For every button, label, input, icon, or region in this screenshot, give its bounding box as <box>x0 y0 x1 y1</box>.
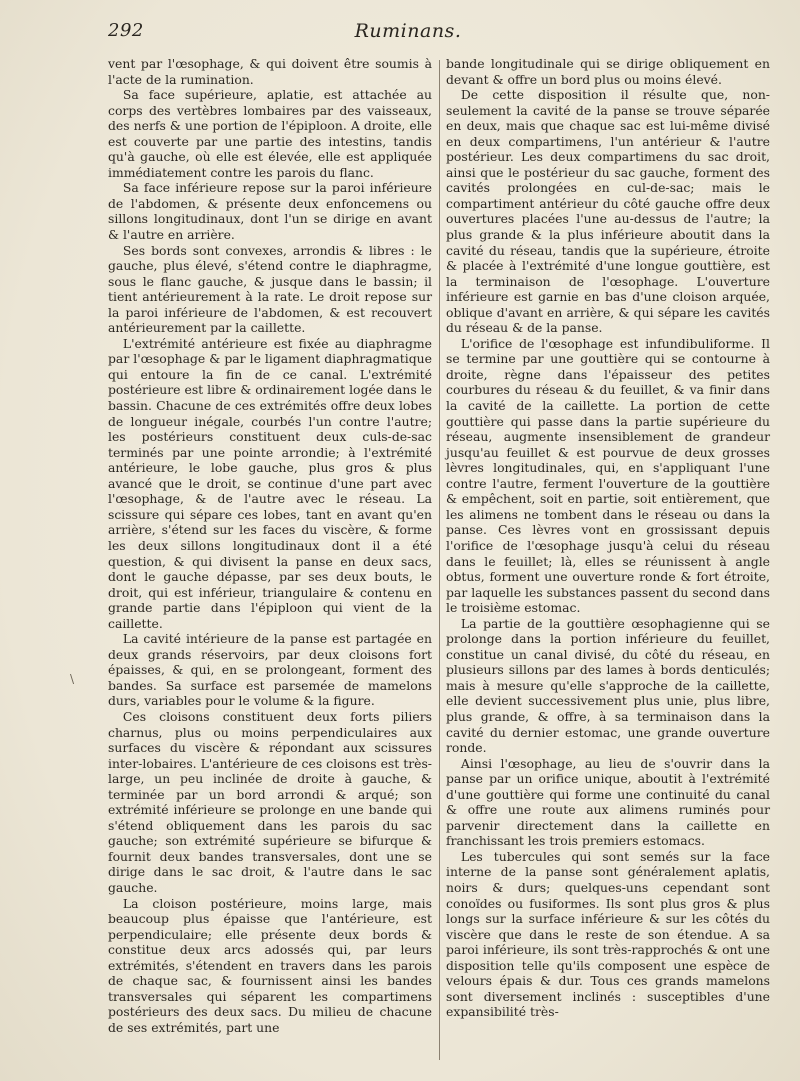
paragraph: bande longitudinale qui se dirige obliquement en devant & offre un bord plus ou moins élevé. <box>446 56 770 87</box>
paragraph: Ces cloisons constituent deux forts piliers charnus, plus ou moins perpendiculaires aux surfaces du viscère & répondant aux scissures inter-lobaires. L'antérieure de ces cloisons est très-large, un peu inclinée de droite à gauche, & terminée par un bord arrondi & arqué; son extrémité inférieure se prolonge en une bande qui s'étend obliquement dans les parois du sac gauche; son extrémité supérieure se bifurque & fournit deux bandes transversales, dont une se dirige dans le sac droit, & l'autre dans le sac gauche. <box>108 708 432 895</box>
page-header <box>108 20 708 48</box>
running-title: Ruminans. <box>354 20 462 42</box>
paragraph: vent par l'œsophage, & qui doivent être soumis à l'acte de la rumination. <box>108 56 432 87</box>
column-divider <box>439 60 440 1060</box>
paragraph: Sa face supérieure, aplatie, est attachée au corps des vertèbres lombaires par des vaisseaux, des nerfs & une portion de l'épiploon. A droite, elle est couverte par une partie des intestins, tandis qu'à gauche, où elle est élevée, elle est appliquée immédiatement contre les parois du flanc. <box>108 87 432 180</box>
left-column <box>108 56 432 1035</box>
margin-mark: \ <box>70 672 75 686</box>
paragraph: L'extrémité antérieure est fixée au diaphragme par l'œsophage & par le ligament diaphragmatique qui entoure la fin de ce canal. L'extrémité postérieure est libre & ordinairement logée dans le bassin. Chacune de ces extrémités offre deux lobes de longueur inégale, courbés l'un contre l'autre; les postérieurs constituent deux culs-de-sac terminés par une pointe arrondie; à l'extrémité antérieure, le lobe gauche, plus gros & plus avancé que le droit, se continue d'une part avec l'œsophage, & de l'autre avec le réseau. La scissure qui sépare ces lobes, tant en avant qu'en arrière, s'étend sur les faces du viscère, & forme les deux sillons longitudinaux dont il a été question, & qui divisent la panse en deux sacs, dont le gauche dépasse, par ses deux bouts, le droit, qui est inférieur, triangulaire & contenu en grande partie dans l'épiploon qui vient de la caillette. <box>108 335 432 631</box>
paragraph: Les tubercules qui sont semés sur la face interne de la panse sont généralement aplatis, noirs & durs; quelques-uns cependant sont conoïdes ou fusiformes. Ils sont plus gros & plus longs sur la surface inférieure & sur les côtés du viscère que dans le reste de son étendue. A sa paroi inférieure, ils sont très-rapprochés & ont une disposition telle qu'ils composent une espèce de velours épais & dur. Tous ces grands mamelons sont diversement inclinés : susceptibles d'une expansibilité très- <box>446 848 770 1020</box>
paragraph: La cavité intérieure de la panse est partagée en deux grands réservoirs, par deux cloisons fort épaisses, & qui, en se prolongeant, forment des bandes. Sa surface est parsemée de mamelons durs, variables pour le volume & la figure. <box>108 631 432 709</box>
page-number: 292 <box>108 20 144 41</box>
paragraph: La cloison postérieure, moins large, mais beaucoup plus épaisse que l'antérieure, est perpendiculaire; elle présente deux bords & constitue deux arcs adossés qui, par leurs extrémités, s'étendent en travers dans les parois de chaque sac, & fournissent ainsi les bandes transversales qui séparent les compartimens postérieurs des deux sacs. Du milieu de chacune de ses extrémités, part une <box>108 895 432 1035</box>
paragraph: Sa face inférieure repose sur la paroi inférieure de l'abdomen, & présente deux enfoncemens ou sillons longitudinaux, dont l'un se dirige en avant & l'autre en arrière. <box>108 180 432 243</box>
paragraph: De cette disposition il résulte que, non-seulement la cavité de la panse se trouve séparée en deux, mais que chaque sac est lui-même divisé en deux compartimens, l'un antérieur & l'autre postérieur. Les deux compartimens du sac droit, ainsi que le postérieur du sac gauche, forment des cavités prolongées en cul-de-sac; mais le compartiment antérieur du côté gauche offre deux ouvertures placées l'une au-dessus de l'autre; la plus grande & la plus inférieure aboutit dans la cavité du réseau, tandis que la supérieure, étroite & placée à l'extrémité d'une longue gouttière, est la terminaison de l'œsophage. L'ouverture inférieure est garnie en bas d'une cloison arquée, oblique d'avant en arrière, & qui sépare les cavités du réseau & de la panse. <box>446 87 770 336</box>
paragraph: La partie de la gouttière œsophagienne qui se prolonge dans la portion inférieure du feuillet, constitue un canal divisé, du côté du réseau, en plusieurs sillons par des lames à bords denticulés; mais à mesure qu'elle s'approche de la caillette, elle devient successivement plus unie, plus libre, plus grande, & offre, à sa terminaison dans la cavité du dernier estomac, une grande ouverture ronde. <box>446 615 770 756</box>
paragraph: Ses bords sont convexes, arrondis & libres : le gauche, plus élevé, s'étend contre le diaphragme, sous le flanc gauche, & jusque dans le bassin; il tient antérieurement à la rate. Le droit repose sur la paroi inférieure de l'abdomen, & est recouvert antérieurement par la caillette. <box>108 242 432 336</box>
right-column <box>446 56 770 1020</box>
paragraph: L'orifice de l'œsophage est infundibuliforme. Il se termine par une gouttière qui se contourne à droite, règne dans l'épaisseur des petites courbures du réseau & du feuillet, & va finir dans la cavité de la caillette. La portion de cette gouttière qui passe dans la partie supérieure du réseau, augmente insensiblement de grandeur jusqu'au feuillet & est pourvue de deux grosses lèvres longitudinales, qui, en s'appliquant l'une contre l'autre, ferment l'ouverture de la gouttière & empêchent, soit en partie, soit entièrement, que les alimens ne tombent dans le réseau ou dans la panse. Ces lèvres vont en grossissant depuis l'orifice de l'œsophage jusqu'à celui du réseau dans le feuillet; là, elles se réunissent à angle obtus, forment une ouverture ronde & fort étroite, par laquelle les substances passent du second dans le troisième estomac. <box>446 335 770 616</box>
paragraph: Ainsi l'œsophage, au lieu de s'ouvrir dans la panse par un orifice unique, aboutit à l'extrémité d'une gouttière qui forme une continuité du canal & offre une route aux alimens ruminés pour parvenir directement dans la caillette en franchissant les trois premiers estomacs. <box>446 755 770 849</box>
